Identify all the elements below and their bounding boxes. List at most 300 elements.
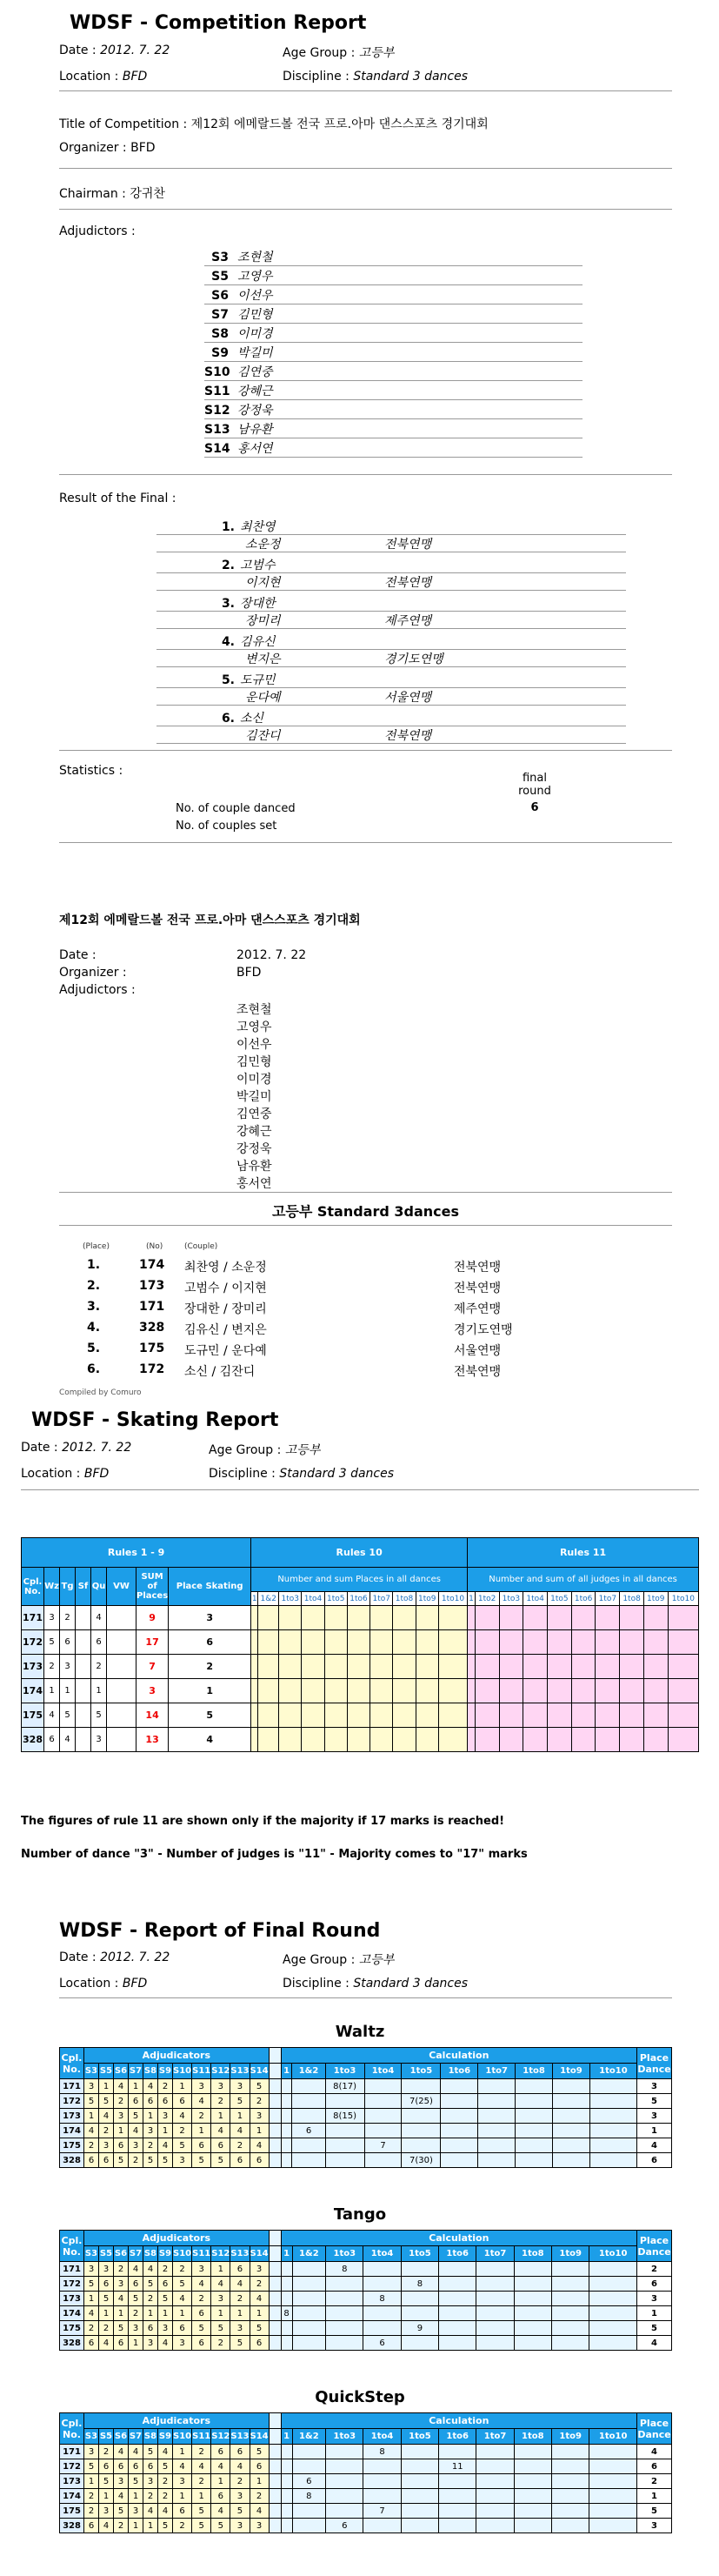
calc-cell — [478, 2153, 516, 2168]
calc-cell — [516, 2124, 553, 2138]
judge-mark: 2 — [99, 2321, 114, 2336]
rule11-cell — [596, 1655, 620, 1679]
calc-cell — [441, 2138, 478, 2153]
rule11-cell — [643, 1679, 668, 1703]
calc-cell — [281, 2153, 292, 2168]
rule10-cell — [251, 1630, 258, 1655]
judge-mark: 4 — [158, 2504, 173, 2519]
judge-mark: 1 — [84, 2292, 99, 2306]
rule11-col: 1 — [468, 1592, 476, 1606]
judge-mark: 5 — [84, 2094, 99, 2109]
calc-cell — [552, 2262, 589, 2277]
rule11-cell — [523, 1679, 548, 1703]
cpl-no-header: Cpl. No. — [60, 2413, 84, 2445]
calc-col: 1to10 — [589, 2429, 637, 2445]
spacer-cell — [269, 2504, 281, 2519]
age-group-line: Age Group : 고등부 — [283, 46, 395, 60]
rule11-cell — [596, 1679, 620, 1703]
judge-mark: 4 — [158, 2336, 173, 2351]
dance-row — [60, 2124, 672, 2138]
dance-place-sf — [76, 1655, 91, 1679]
calc-col: 1to6 — [439, 2429, 476, 2445]
calc-cell — [292, 2277, 326, 2292]
divider — [59, 1225, 672, 1226]
dance-place-wz: 3 — [44, 1606, 60, 1630]
skating-table — [21, 1537, 699, 1752]
judge-mark: 2 — [114, 2094, 129, 2109]
calculation-header: Calculation — [281, 2048, 636, 2064]
calc-col: 1&2 — [292, 2246, 326, 2262]
final-result-item — [156, 709, 626, 744]
rule11-cell — [643, 1606, 668, 1630]
judge-mark: 2 — [158, 2489, 173, 2504]
rule11-cell — [475, 1630, 499, 1655]
judge-mark: 6 — [173, 2321, 192, 2336]
judge-mark: 2 — [211, 2336, 230, 2351]
calc-cell — [363, 2489, 401, 2504]
rule11-col: 1to9 — [643, 1592, 668, 1606]
calc-cell — [589, 2445, 637, 2459]
cpl-no: 172 — [60, 2459, 84, 2474]
judge-mark: 5 — [99, 2094, 114, 2109]
rule10-cell — [370, 1703, 393, 1728]
judge-mark: 1 — [211, 2262, 230, 2277]
sheet-adjudicator: 강혜근 — [236, 1125, 272, 1139]
dance-row — [60, 2138, 672, 2153]
judge-mark: 2 — [250, 2277, 269, 2292]
rule10-cell — [393, 1606, 416, 1630]
rule10-cell — [347, 1703, 369, 1728]
final-round-header: final round — [518, 772, 551, 798]
couples-danced-value: 6 — [530, 801, 539, 814]
judge-mark: 4 — [158, 2445, 173, 2459]
judge-mark: 4 — [99, 2109, 114, 2124]
rules-11-header: Rules 11 — [468, 1538, 699, 1568]
judge-mark: 2 — [143, 2489, 158, 2504]
rules-1-9-header: Rules 1 - 9 — [22, 1538, 251, 1568]
judge-mark: 3 — [114, 2277, 129, 2292]
sk-location-line: Location : BFD — [21, 1467, 110, 1481]
dance-row — [60, 2109, 672, 2124]
dance-place-qu: 2 — [91, 1655, 107, 1679]
rule10-cell — [324, 1630, 347, 1655]
calc-cell: 6 — [292, 2124, 325, 2138]
judge-mark: 6 — [143, 2321, 158, 2336]
judge-mark: 2 — [99, 2445, 114, 2459]
judge-mark: 2 — [192, 2109, 211, 2124]
judge-mark: 5 — [211, 2519, 230, 2533]
dance-place-qu: 3 — [91, 1728, 107, 1752]
judge-mark: 6 — [192, 2336, 211, 2351]
judge-mark: 6 — [143, 2094, 158, 2109]
sum-of-places: 3 — [136, 1679, 169, 1703]
judge-mark: 4 — [129, 2262, 143, 2277]
divider — [59, 750, 672, 751]
calc-cell — [552, 2277, 589, 2292]
chairman: Chairman : 강귀찬 — [59, 187, 165, 201]
judge-mark: 2 — [158, 2262, 173, 2277]
judge-mark: 3 — [84, 2445, 99, 2459]
judge-mark: 3 — [211, 2292, 230, 2306]
dance-row — [60, 2153, 672, 2168]
judge-mark: 4 — [99, 2336, 114, 2351]
sheet-club: 경기도연맹 — [454, 1323, 513, 1337]
dance-place-wz: 6 — [44, 1728, 60, 1752]
calc-cell — [281, 2109, 292, 2124]
divider — [59, 1997, 672, 1998]
calc-cell — [281, 2321, 292, 2336]
cpl-no: 174 — [60, 2124, 84, 2138]
dance-row — [60, 2474, 672, 2489]
judge-mark: 1 — [129, 2079, 143, 2094]
calc-cell — [516, 2109, 553, 2124]
judge-mark: 3 — [230, 2489, 250, 2504]
divider — [21, 1489, 699, 1490]
judge-col: S8 — [143, 2246, 158, 2262]
judge-mark: 1 — [143, 2519, 158, 2533]
calc-cell — [589, 2321, 637, 2336]
judge-mark: 3 — [158, 2321, 173, 2336]
result-rank: 3. — [221, 597, 235, 611]
rule11-cell — [548, 1655, 572, 1679]
dance-place-sf — [76, 1630, 91, 1655]
rule11-cell — [468, 1703, 476, 1728]
judge-mark: 5 — [211, 2153, 230, 2168]
judge-mark: 4 — [99, 2519, 114, 2533]
calc-cell — [326, 2292, 363, 2306]
sheet-no: 328 — [139, 1321, 165, 1335]
judge-mark: 4 — [250, 2292, 269, 2306]
judge-mark: 6 — [211, 2138, 230, 2153]
rule10-cell — [438, 1728, 467, 1752]
dance-place-sf — [76, 1679, 91, 1703]
judge-mark: 6 — [129, 2277, 143, 2292]
calculation-header: Calculation — [281, 2413, 636, 2429]
place-dance: 2 — [637, 2474, 672, 2489]
calc-cell — [552, 2445, 589, 2459]
rule11-cell — [548, 1703, 572, 1728]
result-partner-2: 소운정 — [245, 538, 281, 552]
sheet-no: 175 — [139, 1342, 165, 1355]
adjudicators-header: Adjudicators — [84, 2048, 270, 2064]
judge-mark: 6 — [192, 2306, 211, 2321]
calc-col: 1to7 — [476, 2429, 514, 2445]
adjudicator-name: 남유환 — [237, 423, 273, 437]
place-dance: 1 — [637, 2306, 672, 2321]
calc-cell — [476, 2277, 514, 2292]
calc-cell — [363, 2321, 401, 2336]
calc-cell — [325, 2094, 364, 2109]
rule11-cell — [668, 1703, 698, 1728]
judge-mark: 4 — [143, 2262, 158, 2277]
calc-cell — [364, 2109, 402, 2124]
result-partner-1: 도규민 — [240, 673, 276, 687]
calc-cell — [439, 2445, 476, 2459]
place-dance: 6 — [637, 2459, 672, 2474]
rule11-cell — [571, 1728, 596, 1752]
calc-cell — [281, 2459, 292, 2474]
rule11-cell — [596, 1728, 620, 1752]
adjudicator-name: 박길미 — [237, 346, 273, 360]
judge-mark: 1 — [211, 2109, 230, 2124]
judge-mark: 4 — [129, 2124, 143, 2138]
judge-mark: 3 — [250, 2519, 269, 2533]
judge-col: S5 — [99, 2064, 114, 2079]
calc-cell — [325, 2138, 364, 2153]
dance-row — [60, 2519, 672, 2533]
place-dance: 1 — [637, 2489, 672, 2504]
cpl-no: 175 — [60, 2321, 84, 2336]
rule11-cell — [643, 1630, 668, 1655]
sk-age-line: Age Group : 고등부 — [209, 1443, 321, 1457]
calc-cell — [441, 2079, 478, 2094]
calc-cell — [552, 2474, 589, 2489]
calc-cell — [476, 2321, 514, 2336]
calc-cell — [514, 2306, 551, 2321]
calc-cell — [476, 2292, 514, 2306]
dance-place-vw — [107, 1606, 136, 1630]
sheet-adjudicator: 박길미 — [236, 1090, 272, 1104]
calc-col: 1to9 — [552, 2246, 589, 2262]
sheet-club: 전북연맹 — [454, 1281, 502, 1295]
calc-cell — [292, 2094, 325, 2109]
calc-cell — [363, 2277, 401, 2292]
place-skating: 3 — [169, 1606, 251, 1630]
judge-mark: 6 — [250, 2153, 269, 2168]
calc-cell — [514, 2519, 551, 2533]
sheet-club: 전북연맹 — [454, 1365, 502, 1379]
rule11-cell — [596, 1606, 620, 1630]
judge-col: S6 — [114, 2246, 129, 2262]
adjudicator-row — [204, 267, 583, 285]
place-dance: 2 — [637, 2262, 672, 2277]
calc-cell — [281, 2124, 292, 2138]
sheet-place: 6. — [87, 1362, 101, 1376]
calc-cell — [476, 2519, 514, 2533]
rule10-cell — [416, 1728, 438, 1752]
sum-of-places: 7 — [136, 1655, 169, 1679]
rule10-cell — [347, 1630, 369, 1655]
calc-cell — [401, 2489, 438, 2504]
calc-cell — [292, 2138, 325, 2153]
dance-title: Tango — [333, 2205, 387, 2224]
calc-cell — [439, 2306, 476, 2321]
category-title: 고등부 Standard 3dances — [271, 1203, 460, 1220]
calc-cell: 8 — [363, 2445, 401, 2459]
adjudicator-row — [204, 286, 583, 304]
col-no: (No) — [146, 1242, 163, 1251]
calc-cell — [439, 2489, 476, 2504]
fr-location-line: Location : BFD — [59, 1977, 148, 1991]
rule10-cell — [279, 1679, 302, 1703]
calc-cell — [326, 2474, 363, 2489]
adjudicator-name: 조현철 — [237, 251, 273, 264]
sheet-date: 2012. 7. 22 — [236, 948, 307, 962]
calc-col: 1to6 — [439, 2246, 476, 2262]
result-label: Result of the Final : — [59, 492, 176, 505]
calc-cell — [589, 2079, 636, 2094]
judge-col: S6 — [114, 2064, 129, 2079]
rule11-cell — [668, 1630, 698, 1655]
title-of-competition: Title of Competition : 제12회 에메랄드볼 전국 프로.아마 댄스스포츠 경기대회 — [59, 117, 489, 131]
rule11-cell — [548, 1606, 572, 1630]
rule10-col: 1to4 — [302, 1592, 324, 1606]
calc-cell — [281, 2292, 292, 2306]
skating-row — [22, 1703, 699, 1728]
result-partner-2: 변지은 — [245, 652, 281, 666]
cpl-no: 171 — [60, 2262, 84, 2277]
skating-col-header: Cpl. No. — [22, 1568, 44, 1606]
result-line-1 — [156, 709, 626, 726]
judge-col: S8 — [143, 2064, 158, 2079]
adjudicator-code: S3 — [211, 251, 229, 264]
rule11-cell — [468, 1630, 476, 1655]
dance-row — [60, 2445, 672, 2459]
judge-mark: 3 — [84, 2079, 99, 2094]
judge-mark: 1 — [99, 2079, 114, 2094]
judge-mark: 4 — [211, 2277, 230, 2292]
judge-col: S7 — [129, 2064, 143, 2079]
judge-mark: 4 — [173, 2292, 192, 2306]
judge-mark: 2 — [158, 2079, 173, 2094]
rule10-cell — [370, 1655, 393, 1679]
place-dance-header: Place Dance — [637, 2231, 672, 2262]
calc-cell — [439, 2262, 476, 2277]
judge-mark: 3 — [99, 2138, 114, 2153]
rule11-cell — [643, 1655, 668, 1679]
adjudicator-code: S13 — [204, 423, 230, 437]
calc-col: 1to5 — [401, 2429, 438, 2445]
calc-cell — [281, 2138, 292, 2153]
judge-mark: 2 — [84, 2321, 99, 2336]
rule11-cell — [523, 1655, 548, 1679]
calc-col: 1to5 — [402, 2064, 441, 2079]
calc-cell — [292, 2519, 326, 2533]
calc-cell — [589, 2306, 637, 2321]
judge-mark: 2 — [211, 2094, 230, 2109]
rule11-col: 1to6 — [571, 1592, 596, 1606]
judge-mark: 3 — [173, 2153, 192, 2168]
rule10-cell — [393, 1630, 416, 1655]
judge-mark: 1 — [211, 2474, 230, 2489]
result-club: 경기도연맹 — [384, 652, 443, 666]
judge-mark: 6 — [250, 2459, 269, 2474]
calc-cell — [552, 2321, 589, 2336]
judge-col: S10 — [173, 2064, 192, 2079]
calc-cell — [441, 2109, 478, 2124]
col-couple: (Couple) — [184, 1242, 218, 1251]
spacer-cell — [269, 2519, 281, 2533]
judge-mark: 5 — [230, 2504, 250, 2519]
calc-col: 1to6 — [441, 2064, 478, 2079]
calc-cell — [439, 2474, 476, 2489]
rule11-cell — [668, 1728, 698, 1752]
rule10-cell — [251, 1655, 258, 1679]
calc-cell — [281, 2504, 292, 2519]
skating-row — [22, 1655, 699, 1679]
location-line: Location : BFD — [59, 70, 148, 84]
sheet-adjudicator: 조현철 — [236, 1003, 272, 1017]
result-line-1 — [156, 518, 626, 535]
calc-cell — [281, 2277, 292, 2292]
calc-cell: 7 — [363, 2504, 401, 2519]
rule10-cell — [279, 1606, 302, 1630]
judge-mark: 2 — [114, 2519, 129, 2533]
judge-mark: 5 — [129, 2292, 143, 2306]
sum-of-places: 14 — [136, 1703, 169, 1728]
judge-col: S9 — [158, 2246, 173, 2262]
rule10-cell — [393, 1703, 416, 1728]
place-dance: 3 — [637, 2292, 672, 2306]
spacer-cell — [269, 2336, 281, 2351]
judge-col: S7 — [129, 2246, 143, 2262]
dance-row — [60, 2321, 672, 2336]
judge-mark: 3 — [99, 2504, 114, 2519]
judge-mark: 1 — [158, 2306, 173, 2321]
cpl-no: 328 — [22, 1728, 44, 1752]
calc-cell — [439, 2292, 476, 2306]
result-line-1 — [156, 671, 626, 688]
rule10-cell — [347, 1655, 369, 1679]
sheet-adjudicator: 김연중 — [236, 1107, 272, 1121]
final-result-item — [156, 556, 626, 591]
place-dance: 4 — [637, 2445, 672, 2459]
judge-mark: 1 — [114, 2306, 129, 2321]
skating-row — [22, 1630, 699, 1655]
place-dance: 3 — [637, 2079, 672, 2094]
rule11-cell — [499, 1630, 523, 1655]
discipline-line: Discipline : Standard 3 dances — [283, 70, 469, 84]
rule10-cell — [324, 1606, 347, 1630]
rule11-cell — [571, 1655, 596, 1679]
calc-cell — [516, 2079, 553, 2094]
rule11-cell — [620, 1703, 644, 1728]
judge-col: S13 — [230, 2064, 250, 2079]
sheet-no: 171 — [139, 1300, 165, 1314]
judge-mark: 3 — [143, 2474, 158, 2489]
calc-cell — [553, 2109, 590, 2124]
spacer-cell — [269, 2429, 281, 2445]
judge-mark: 4 — [84, 2124, 99, 2138]
skating-col-header: Qu — [91, 1568, 107, 1606]
judge-col: S14 — [250, 2429, 269, 2445]
judge-mark: 4 — [211, 2124, 230, 2138]
calc-cell — [552, 2292, 589, 2306]
result-line-2 — [156, 612, 626, 629]
skating-row — [22, 1606, 699, 1630]
calc-col: 1to7 — [476, 2246, 514, 2262]
judge-mark: 2 — [230, 2292, 250, 2306]
rule10-cell — [279, 1703, 302, 1728]
calc-cell — [516, 2153, 553, 2168]
judge-mark: 6 — [84, 2336, 99, 2351]
judge-mark: 5 — [143, 2277, 158, 2292]
sheet-adjudicator: 이미경 — [236, 1073, 272, 1087]
calc-col: 1to4 — [363, 2429, 401, 2445]
dance-place-vw — [107, 1728, 136, 1752]
judge-mark: 3 — [143, 2124, 158, 2138]
dance-place-vw — [107, 1630, 136, 1655]
spacer-cell — [269, 2231, 281, 2246]
cpl-no: 175 — [60, 2138, 84, 2153]
calc-cell — [514, 2262, 551, 2277]
rule11-cell — [571, 1703, 596, 1728]
adjudicator-row — [204, 401, 583, 419]
calc-cell — [553, 2138, 590, 2153]
judge-mark: 2 — [84, 2138, 99, 2153]
result-line-1 — [156, 632, 626, 650]
rule11-cell — [475, 1679, 499, 1703]
